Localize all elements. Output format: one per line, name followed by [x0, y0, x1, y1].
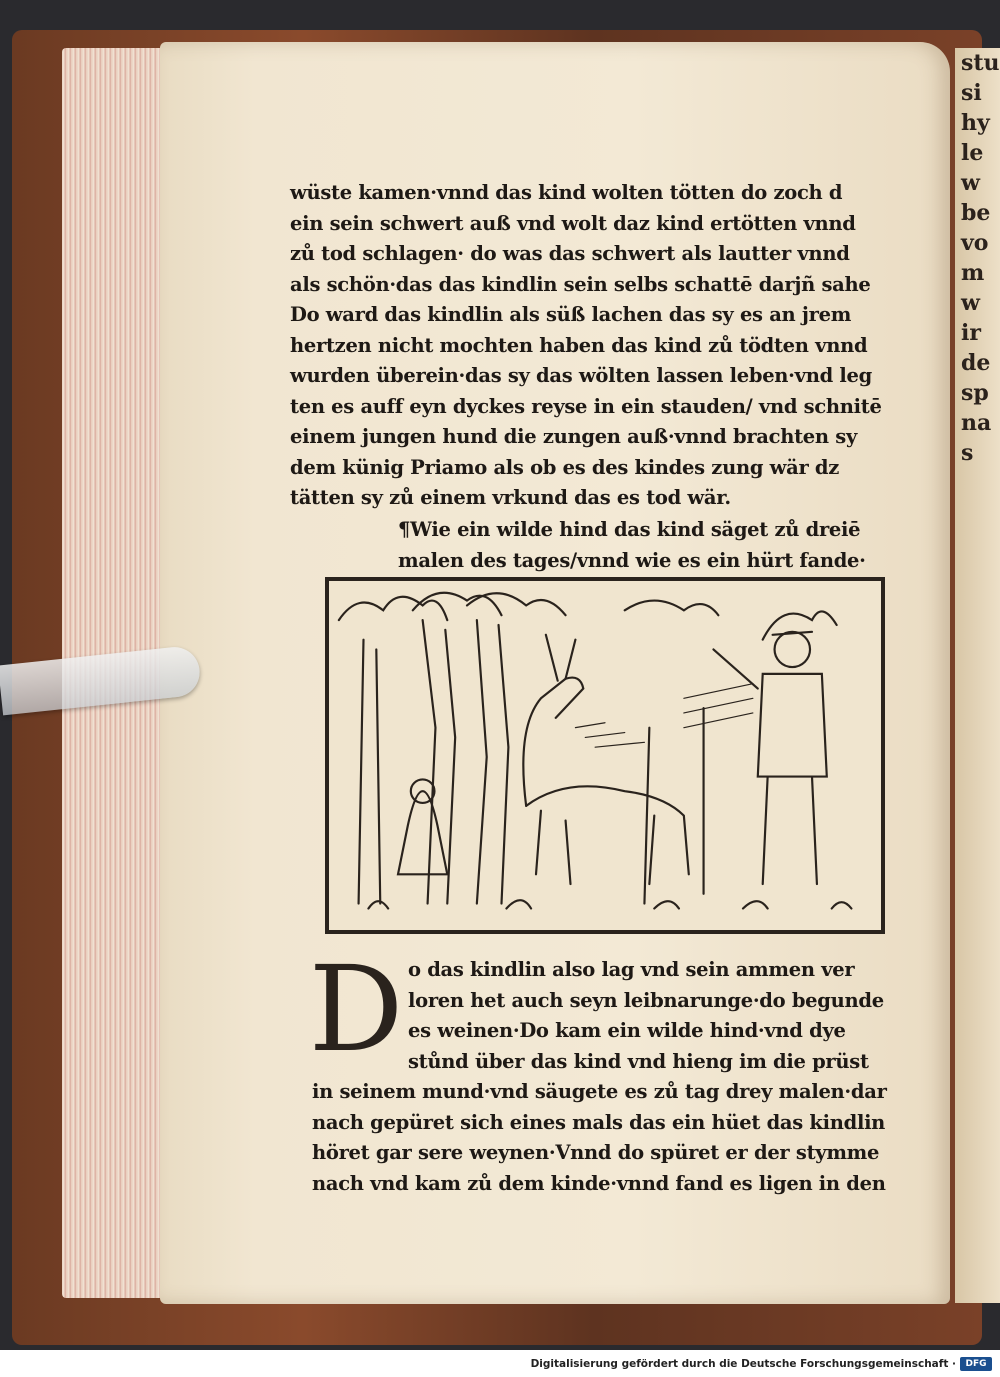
text-line: nach gepüret sich eines mals das ein hüet das kindlin	[312, 1110, 886, 1134]
adjacent-page-fragment: de	[961, 350, 991, 376]
text-line: einem jungen hund die zungen auß·vnnd brachten sy	[290, 425, 857, 448]
text-line: in seinem mund·vnd säugete es zů tag drey malen·dar	[312, 1080, 887, 1103]
text-line: zů tod schlagen· do was das schwert als lautter vnnd	[290, 242, 850, 265]
text-line: tätten sy zů einem vrkund das es tod wär.	[290, 486, 731, 509]
text-line: wüste kamen·vnnd das kind wolten tötten do zoch d	[290, 181, 843, 204]
adjacent-page-edge	[955, 48, 1000, 1303]
text-line: ein sein schwert auß vnd wolt daz kind ertötten vnnd	[290, 211, 856, 235]
adjacent-page-fragment: be	[961, 200, 991, 226]
funding-credit: Digitalisierung gefördert durch die Deutsche Forschungsgemeinschaft ·	[530, 1358, 956, 1370]
heading-line: malen des tages/vnnd wie es ein hürt fande·	[398, 549, 866, 572]
adjacent-page-fragment: ir	[961, 320, 981, 346]
adjacent-page-fragment: s	[961, 440, 974, 466]
adjacent-page-fragment: stu	[961, 50, 1000, 76]
text-line: dem künig Priamo als ob es des kindes zung wär dz	[290, 455, 840, 479]
paragraph-full	[312, 1077, 912, 1199]
adjacent-page-fragment: sp	[961, 380, 989, 406]
chapter-heading	[398, 514, 898, 576]
footer	[0, 1355, 1000, 1377]
adjacent-page-fragment: na	[961, 410, 992, 436]
adjacent-page-fragment: hy	[961, 110, 990, 136]
adjacent-page-fragment: w	[961, 290, 980, 316]
paragraph-indented	[408, 955, 908, 1077]
text-line: höret gar sere weynen·Vnnd do spüret er der stymme	[312, 1141, 880, 1164]
adjacent-page-fragment: si	[961, 80, 982, 106]
adjacent-page-fragment: w	[961, 170, 980, 196]
heading-line: ¶Wie ein wilde hind das kind säget zů dreiē	[398, 518, 861, 541]
adjacent-page-fragment: le	[961, 140, 984, 166]
text-line: Do ward das kindlin als süß lachen das sy es an jrem	[290, 303, 852, 326]
dfg-logo: DFG	[960, 1357, 992, 1371]
text-line: nach vnd kam zů dem kinde·vnnd fand es ligen in den	[312, 1171, 886, 1195]
body-text	[290, 178, 900, 514]
adjacent-page-fragment: vo	[961, 230, 989, 256]
woodcut-drawing	[329, 581, 881, 930]
text-line: hertzen nicht mochten haben das kind zů tödten vnnd	[290, 333, 868, 357]
woodcut-illustration	[325, 577, 885, 934]
adjacent-page-fragment: m	[961, 260, 985, 286]
text-line: wurden überein·das sy das wölten lassen leben·vnd leg	[290, 364, 872, 387]
text-line: stůnd über das kind vnd hieng im die prüst	[408, 1049, 869, 1073]
drop-cap: D	[308, 940, 404, 1078]
text-line: loren het auch seyn leibnarunge·do begunde	[408, 988, 884, 1012]
text-line: ten es auff eyn dyckes reyse in ein stauden/ vnd schnitē	[290, 394, 882, 418]
text-line: o das kindlin also lag vnd sein ammen ver	[408, 958, 855, 981]
text-line: als schön·das das kindlin sein selbs schattē darjñ sahe	[290, 272, 871, 296]
text-line: es weinen·Do kam ein wilde hind·vnd dye	[408, 1019, 846, 1042]
